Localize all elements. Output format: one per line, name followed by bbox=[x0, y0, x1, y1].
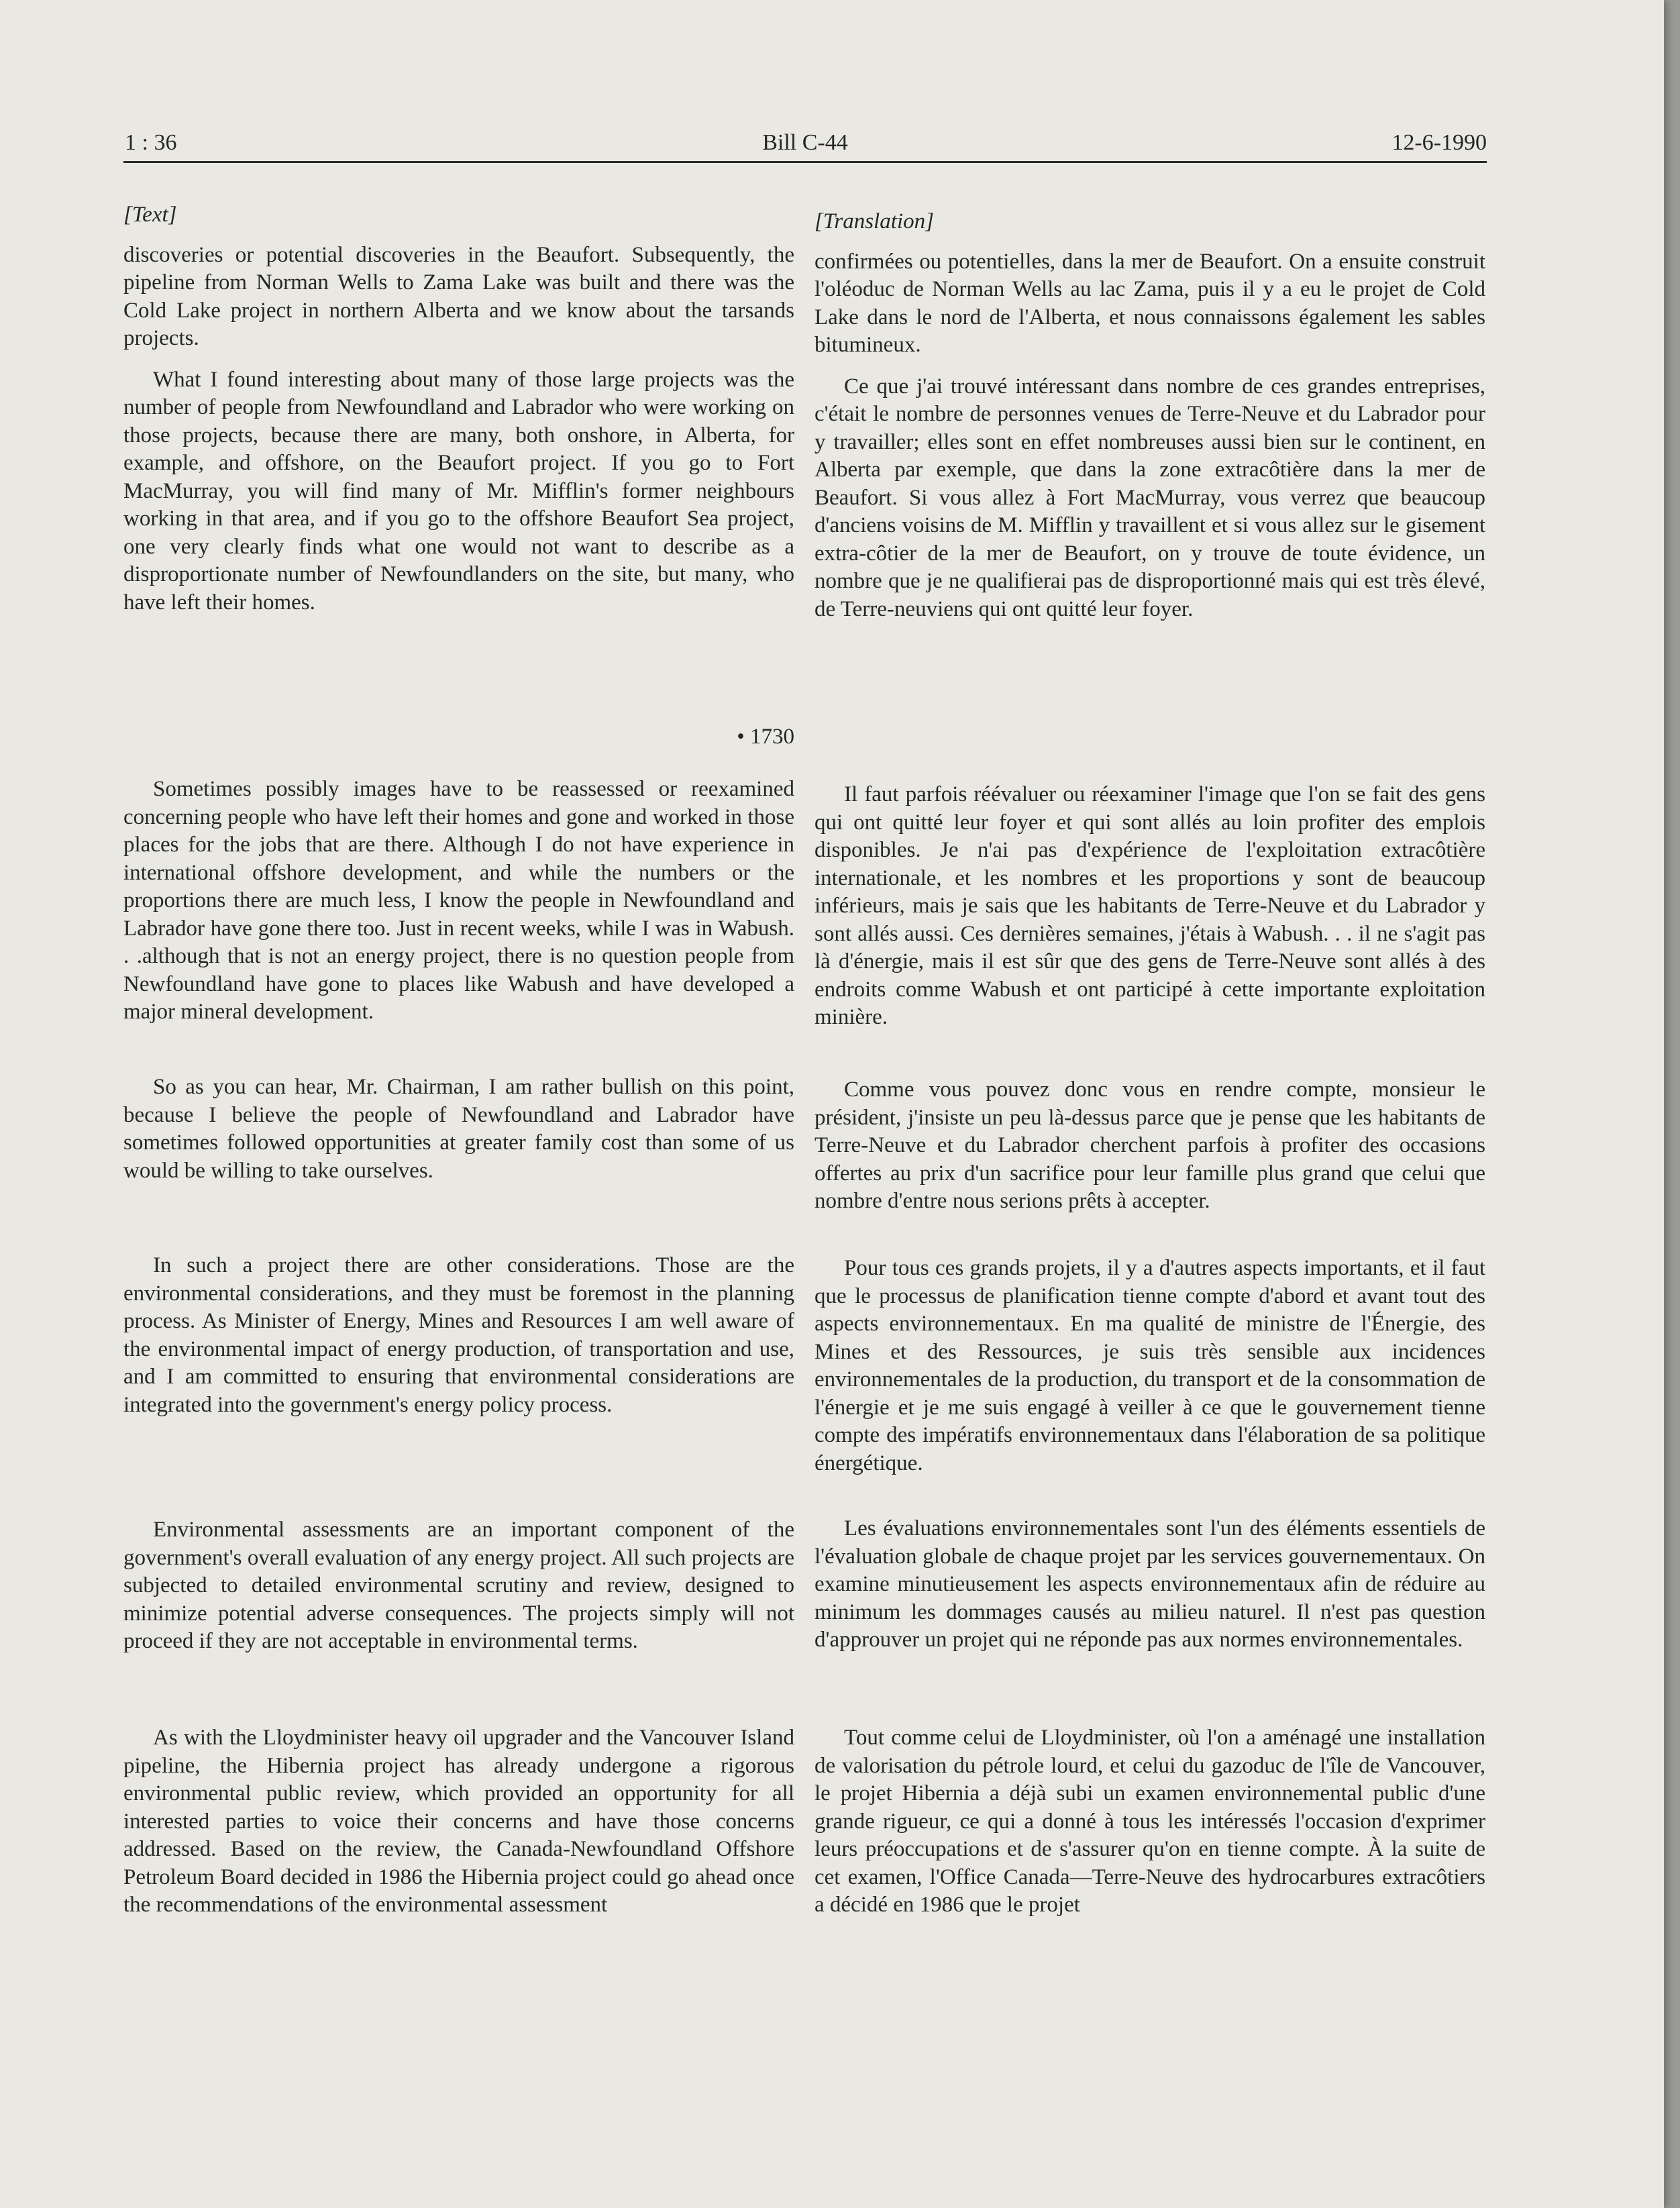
text-label: [Text] bbox=[123, 203, 177, 227]
left-paragraph-2: What I found interesting about many of those large projects was the number of people from Newfoundland and Labrador who were working on those projects, because there are many, both onshore, in Alberta, for example, and offshore, on the Beaufort project. If you go to Fort MacMurray, you will find many of Mr. Mifflin's former neighbours working in that area, and if you go to the offshore Beaufort Sea project, one very clearly finds what one would not want to describe as a disproportionate number of Newfoundlanders on the site, but many, who have left their homes. bbox=[123, 367, 794, 615]
left-column-top bbox=[123, 201, 794, 617]
left-paragraph-1: discoveries or potential discoveries in the Beaufort. Subsequently, the pipeline from Norman Wells to Zama Lake was built and there was the Cold Lake project in northern Alberta and we know about the tarsands projects. bbox=[123, 242, 794, 350]
right-paragraph-3: Il faut parfois réévaluer ou réexaminer l'image que l'on se fait des gens qui ont quitté leur foyer et qui sont allés au loin profiter des emplois disponibles. Je n'ai pas d'expérience de l'exploitation extracôtière internationale, et les nombres et les proportions y sont de beaucoup inférieurs, mais je sais que les habitants de Terre-Neuve et du Labrador y sont allés aussi. Ces dernières semaines, j'étais à Wabush. . . il ne s'agit pas là d'énergie, mais il est sûr que des gens de Terre-Neuve sont allés à des endroits comme Wabush et ont participé à cette importante exploitation minière. bbox=[815, 782, 1485, 1029]
right-paragraph-2: Ce que j'ai trouvé intéressant dans nombre de ces grandes entreprises, c'était le nombre de personnes venues de Terre-Neuve et du Labrador pour y travailler; elles sont en effet nombreuses aussi bien sur le continent, en Alberta par exemple, que dans la zone extracôtière dans la mer de Beaufort. Si vous allez à Fort MacMurray, vous verrez que beaucoup d'anciens voisins de M. Mifflin y travaillent et si vous allez sur le gisement extra-côtier de la mer de Beaufort, on y trouve de toute évidence, un nombre que je ne qualifierai pas de disproportionné mais qui est très élevé, de Terre-neuviens qui ont quitté leur foyer. bbox=[815, 374, 1485, 621]
translation-label: [Translation] bbox=[815, 209, 934, 233]
left-paragraph-5: In such a project there are other considerations. Those are the environmental considerations, and they must be foremost in the planning process. As Minister of Energy, Mines and Resources I am well aware of the environmental impact of energy production, of transportation and use, and I am committed to ensuring that environmental considerations are integrated into the government's energy policy process. bbox=[123, 1253, 794, 1417]
page-reference: 1 : 36 bbox=[125, 130, 177, 155]
time-marker: • 1730 bbox=[737, 725, 794, 749]
right-paragraph-4: Comme vous pouvez donc vous en rendre compte, monsieur le président, j'insiste un peu là-dessus parce que je pense que les habitants de Terre-Neuve et du Labrador cherchent parfois à profiter des occasions offertes au prix d'un sacrifice pour leur famille plus grand que celui que nombre d'entre nous serions prêts à accepter. bbox=[815, 1077, 1485, 1213]
left-paragraph-4: So as you can hear, Mr. Chairman, I am rather bullish on this point, because I believe the people of Newfoundland and Labrador have sometimes followed opportunities at greater family cost than some of us would be willing to take ourselves. bbox=[123, 1075, 794, 1183]
right-paragraph-1: confirmées ou potentielles, dans la mer de Beaufort. On a ensuite construit l'oléoduc de Norman Wells au lac Zama, puis il y a eu le projet de Cold Lake dans le nord de l'Alberta, et nous connaissons également les sables bitumineux. bbox=[815, 249, 1485, 357]
right-paragraph-6: Les évaluations environnementales sont l'un des éléments essentiels de l'évaluation globale de chaque projet par les services gouvernementaux. On examine minutieusement les aspects environnementaux afin de réduire au minimum les dommages causés au milieu naturel. Il n'est pas question d'approuver un projet qui ne réponde pas aux normes environnementales. bbox=[815, 1516, 1485, 1652]
left-paragraph-6: Environmental assessments are an important component of the government's overall evaluation of any energy project. All such projects are subjected to detailed environmental scrutiny and review, designed to minimize potential adverse consequences. The projects simply will not proceed if they are not acceptable in environmental terms. bbox=[123, 1518, 794, 1653]
right-paragraph-7: Tout comme celui de Lloydminister, où l'on a aménagé une installation de valorisation du pétrole lourd, et celui du gazoduc de l'île de Vancouver, le projet Hibernia a déjà subi un examen environnemental public d'une grande rigueur, ce qui a donné à tous les intéressés l'occasion d'exprimer leurs préoccupations et de s'assurer qu'on en tienne compte. À la suite de cet examen, l'Office Canada—Terre-Neuve des hydrocarbures extracôtiers a décidé en 1986 que le projet bbox=[815, 1726, 1485, 1917]
right-column-top bbox=[815, 208, 1485, 623]
header-date: 12-6-1990 bbox=[1392, 130, 1487, 155]
bill-title: Bill C-44 bbox=[762, 130, 848, 155]
page-header bbox=[123, 127, 1487, 163]
left-paragraph-3: Sometimes possibly images have to be reassessed or reexamined concerning people who have left their homes and gone and worked in those places for the jobs that are there. Although I do not have experience in international offshore development, and while the numbers or the proportions there are much less, I know the people in Newfoundland and Labrador have gone there too. Just in recent weeks, while I was in Wabush. . .although that is not an energy project, there is no question people from Newfoundland have gone to places like Wabush and have developed a major mineral development. bbox=[123, 777, 794, 1024]
right-paragraph-5: Pour tous ces grands projets, il y a d'autres aspects importants, et il faut que le processus de planification tienne compte d'abord et avant tout des aspects environnementaux. En ma qualité de ministre de l'Énergie, des Mines et des Ressources, je suis très sensible aux incidences environnementales de la production, du transport et de la consommation de l'énergie et je me suis engagé à veiller à ce que le gouvernement tienne compte des impératifs environnementaux dans l'élaboration de sa politique énergétique. bbox=[815, 1256, 1485, 1475]
left-paragraph-7: As with the Lloydminister heavy oil upgrader and the Vancouver Island pipeline, the Hibernia project has already undergone a rigorous environmental public review, which provided an opportunity for all interested parties to voice their concerns and have those concerns addressed. Based on the review, the Canada-Newfoundland Offshore Petroleum Board decided in 1986 the Hibernia project could go ahead once the recommendations of the environmental assessment bbox=[123, 1726, 794, 1917]
